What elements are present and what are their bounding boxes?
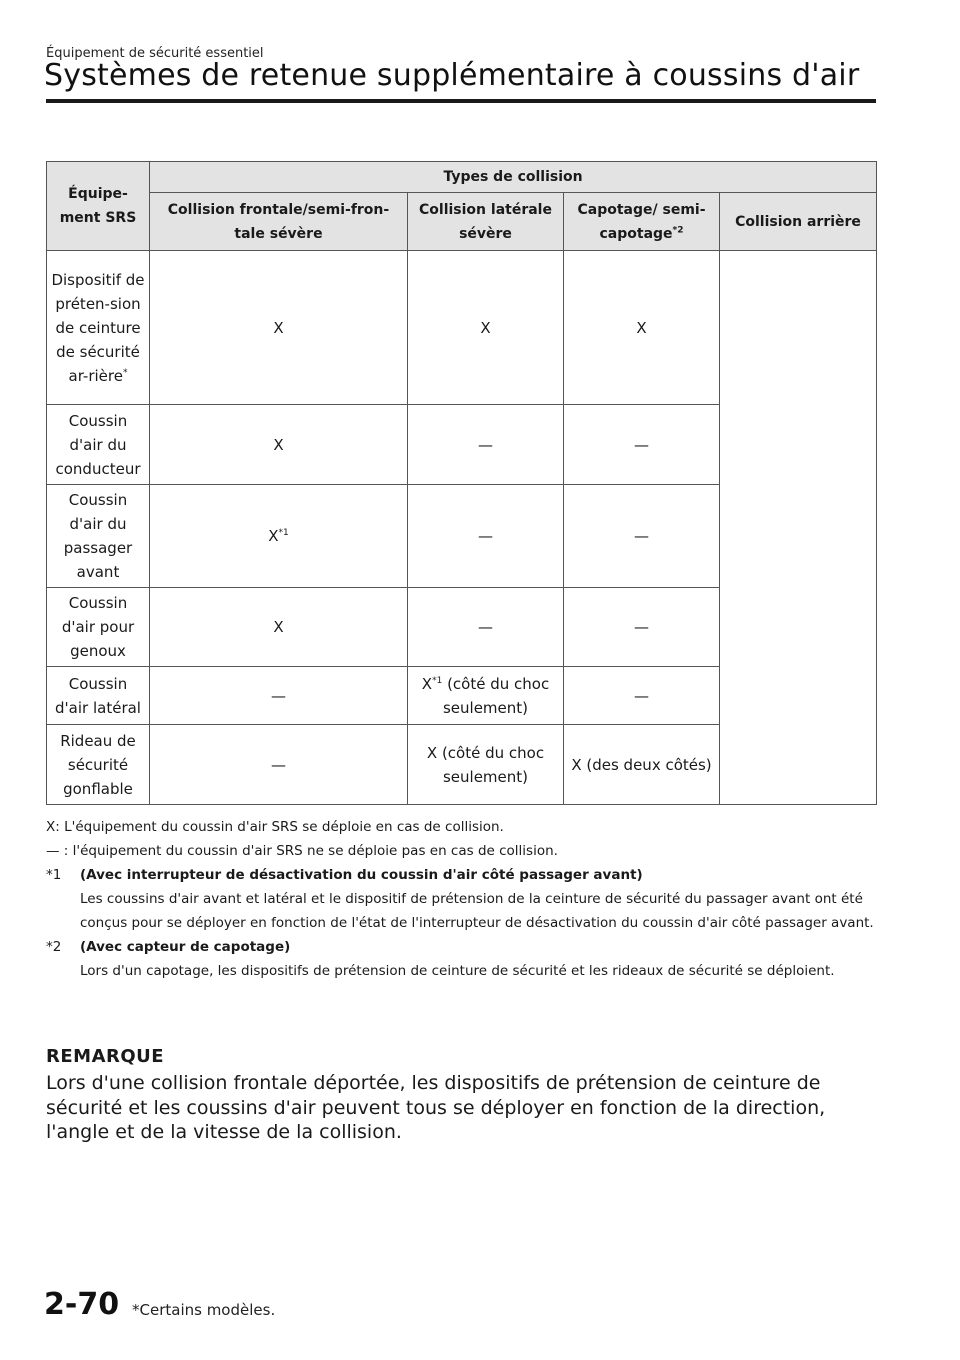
column-header-frontal: Collision frontale/semi-fron-tale sévère xyxy=(150,193,408,251)
footnote-marker: *2 xyxy=(46,939,62,955)
table-row xyxy=(47,251,877,405)
section-label: Équipement de sécurité essentiel xyxy=(46,46,264,61)
rear-cell xyxy=(720,251,877,805)
footnote-body: Les coussins d'air avant et latéral et le dispositif de prétension de la ceinture de sécurité du passager avant ont été conçus pour se déployer en fonction de l'état de l'interrupteur de désactivation du coussin d'air côté passager avant. xyxy=(80,891,874,931)
rollover-cell: X (des deux côtés) xyxy=(564,725,720,805)
table-notes xyxy=(46,815,876,983)
remark-heading: REMARQUE xyxy=(46,1046,165,1067)
footnote-body: Lors d'un capotage, les dispositifs de prétension de ceinture de sécurité et les rideaux de sécurité se déploient. xyxy=(80,963,835,979)
lateral-cell: — xyxy=(408,485,564,588)
rollover-cell: — xyxy=(564,485,720,588)
column-header-lateral: Collision latérale sévère xyxy=(408,193,564,251)
equipment-cell: Coussin d'air du conducteur xyxy=(47,405,150,485)
dash-legend: — : l'équipement du coussin d'air SRS ne se déploie pas en cas de collision. xyxy=(46,843,558,859)
footnote-title: (Avec interrupteur de désactivation du coussin d'air côté passager avant) xyxy=(80,867,643,883)
frontal-cell: $X^{*1}$ xyxy=(150,485,408,588)
rollover-cell: — xyxy=(564,588,720,667)
rollover-cell: — xyxy=(564,667,720,725)
frontal-cell: — xyxy=(150,725,408,805)
footnote-2 xyxy=(46,935,876,983)
footnote-marker: *1 xyxy=(46,867,62,883)
page-number: 2-70 xyxy=(44,1287,120,1322)
lateral-cell: — xyxy=(408,588,564,667)
lateral-cell: X xyxy=(408,251,564,405)
remark-text: Lors d'une collision frontale déportée, les dispositifs de prétension de ceinture de sécurité et les coussins d'air peuvent tous se déployer en fonction de la direction, l'angle et de la vitesse de la collision. xyxy=(46,1072,826,1143)
frontal-cell: — xyxy=(150,667,408,725)
x-legend: X: L'équipement du coussin d'air SRS se déploie en cas de collision. xyxy=(46,819,504,835)
rollover-cell: — xyxy=(564,405,720,485)
lateral-cell: $X^{*1}$ (côté du choc seulement) xyxy=(408,667,564,725)
equipment-cell: Dispositif de préten-sion de ceinture de sécurité ar-rière* xyxy=(47,251,150,405)
lateral-cell: X (côté du choc seulement) xyxy=(408,725,564,805)
equipment-cell: Coussin d'air du passager avant xyxy=(47,485,150,588)
equipment-cell: Coussin d'air pour genoux xyxy=(47,588,150,667)
footer-note: *Certains modèles. xyxy=(132,1301,276,1319)
collision-table xyxy=(46,161,877,805)
footnote-1 xyxy=(46,863,876,935)
page-title: Systèmes de retenue supplémentaire à coussins d'air xyxy=(44,58,860,93)
frontal-cell: X xyxy=(150,251,408,405)
lateral-cell: — xyxy=(408,405,564,485)
header-divider xyxy=(46,99,876,103)
column-header-rollover: Capotage/ semi-capotage$^{*2}$ xyxy=(564,193,720,251)
rollover-cell: X xyxy=(564,251,720,405)
frontal-cell: X xyxy=(150,588,408,667)
column-header-rear: Collision arrière xyxy=(720,193,877,251)
column-header-equipment: Équipe-ment SRS xyxy=(47,162,150,251)
footnote-title: (Avec capteur de capotage) xyxy=(80,939,291,955)
equipment-cell: Rideau de sécurité gonflable xyxy=(47,725,150,805)
frontal-cell: X xyxy=(150,405,408,485)
column-group-header: Types de collision xyxy=(150,162,877,193)
equipment-cell: Coussin d'air latéral xyxy=(47,667,150,725)
